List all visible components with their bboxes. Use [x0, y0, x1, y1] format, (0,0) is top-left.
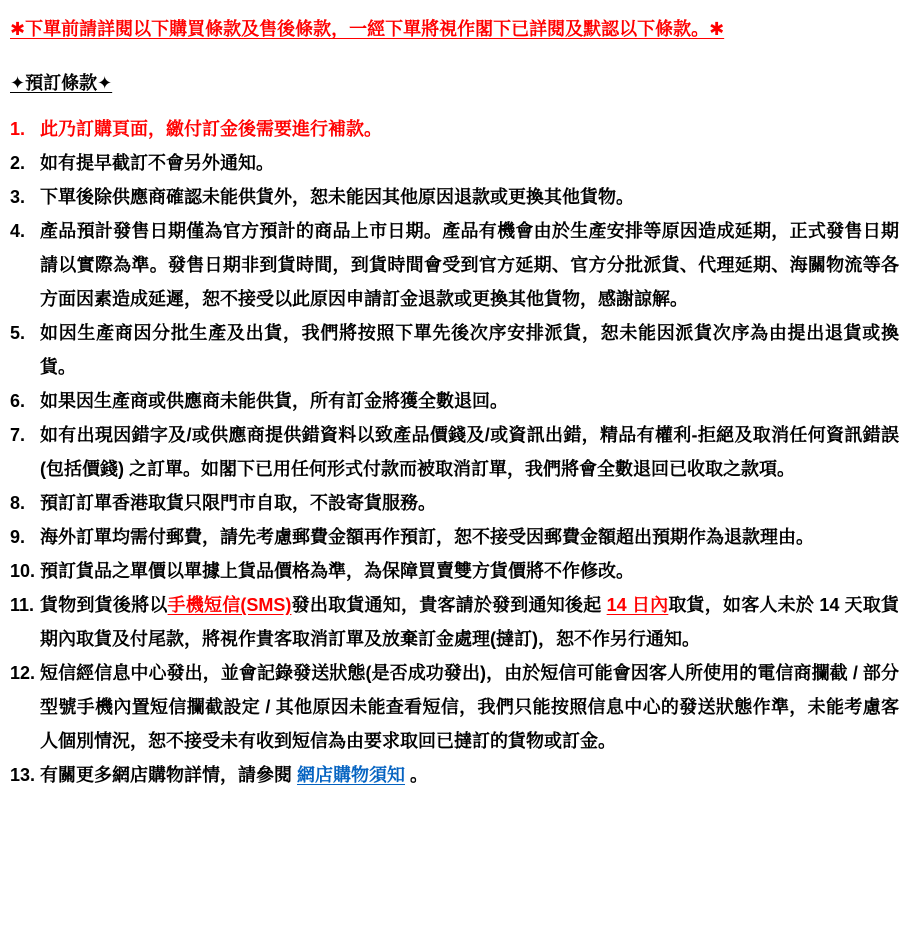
- term-segment: 取貨，如客人未於 14 天取貨期內取貨及付尾款，將視作貴客取消訂單及放棄訂金處理(撻訂)，恕不作另行通知。: [40, 595, 900, 649]
- term-number: 6.: [10, 391, 26, 411]
- term-item-9: [10, 520, 899, 554]
- term-item-1: [10, 112, 899, 146]
- term-number: 8.: [10, 493, 26, 513]
- term-text: [40, 316, 899, 384]
- term-item-7: [10, 418, 899, 486]
- term-segment: 有關更多網店購物詳情，請參閱: [40, 765, 297, 785]
- page-title: ✱下單前請詳閱以下購買條款及售後條款，一經下單將視作閣下已詳閱及默認以下條款。✱: [10, 19, 725, 39]
- term-segment: 產品預計發售日期僅為官方預計的商品上市日期。產品有機會由於生產安排等原因造成延期，正式發售日期請以實際為準。發售日期非到貨時間，到貨時間會受到官方延期、官方分批派貨、代理延期、海關物流等各方面因素造成延遲，恕不接受以此原因申請訂金退款或更換其他貨物，感謝諒解。: [40, 221, 899, 309]
- term-item-2: [10, 146, 899, 180]
- term-segment: 發出取貨通知，貴客請於發到通知後起: [291, 595, 607, 615]
- term-text: [40, 214, 899, 316]
- term-number: 11.: [10, 595, 35, 615]
- term-item-12: [10, 656, 899, 758]
- term-number: 13.: [10, 765, 36, 785]
- term-text: [40, 418, 899, 486]
- term-item-3: [10, 180, 899, 214]
- term-item-5: [10, 316, 899, 384]
- term-item-4: [10, 214, 899, 316]
- term-text: [40, 656, 899, 758]
- term-text: [40, 146, 899, 180]
- term-segment: 如有出現因錯字及/或供應商提供錯資料以致產品價錢及/或資訊出錯，精品有權利-拒絕及取消任何資訊錯誤(包括價錢) 之訂單。如閣下已用任何形式付款而被取消訂單，我們將會全數退回已收取之款項。: [40, 425, 899, 479]
- term-number: 2.: [10, 153, 26, 173]
- term-segment: 此乃訂購頁面，繳付訂金後需要進行補款。: [40, 119, 382, 139]
- term-segment: 如有提早截訂不會另外通知。: [40, 153, 274, 173]
- section-header-preorder-terms: ✦預訂條款✦: [10, 73, 113, 93]
- store-shopping-guide-link[interactable]: 網店購物須知: [297, 765, 405, 785]
- term-segment: 。: [405, 765, 429, 785]
- term-segment: 如因生產商因分批生產及出貨，我們將按照下單先後次序安排派貨，恕未能因派貨次序為由提出退貨或換貨。: [40, 323, 899, 377]
- term-segment: 海外訂單均需付郵費，請先考慮郵費金額再作預訂，恕不接受因郵費金額超出預期作為退款理由。: [40, 527, 814, 547]
- term-number: 4.: [10, 221, 26, 241]
- term-item-8: [10, 486, 899, 520]
- term-text: [40, 384, 899, 418]
- term-segment: 如果因生產商或供應商未能供貨，所有訂金將獲全數退回。: [40, 391, 508, 411]
- term-segment: 預訂貨品之單價以單據上貨品價格為準，為保障買賣雙方貨價將不作修改。: [40, 561, 634, 581]
- term-segment: 下單後除供應商確認未能供貨外，恕未能因其他原因退款或更換其他貨物。: [40, 187, 634, 207]
- term-text: [40, 554, 899, 588]
- terms-list: [10, 112, 899, 792]
- term-number: 1.: [10, 119, 26, 139]
- highlighted-text: 14 日內: [606, 595, 669, 615]
- term-number: 3.: [10, 187, 26, 207]
- term-number: 9.: [10, 527, 26, 547]
- term-text: [40, 520, 899, 554]
- term-text: [40, 758, 899, 792]
- term-number: 7.: [10, 425, 26, 445]
- term-text: [40, 180, 899, 214]
- term-segment: 預訂訂單香港取貨只限門市自取，不設寄貨服務。: [40, 493, 436, 513]
- term-item-11: [10, 588, 899, 656]
- term-text: [40, 588, 899, 656]
- term-number: 12.: [10, 663, 36, 683]
- term-item-13: [10, 758, 899, 792]
- highlighted-text: 手機短信(SMS): [167, 595, 292, 615]
- term-number: 5.: [10, 323, 26, 343]
- term-text: [40, 486, 899, 520]
- term-text: [40, 112, 899, 146]
- term-segment: 貨物到貨後將以: [40, 595, 168, 615]
- term-item-6: [10, 384, 899, 418]
- term-segment: 短信經信息中心發出，並會記錄發送狀態(是否成功發出)，由於短信可能會因客人所使用的電信商攔截 / 部分型號手機內置短信攔截設定 / 其他原因未能查看短信，我們只能按照信息中心的發送狀態作準，未能考慮客人個別情況，恕不接受未有收到短信為由要求取回已撻訂的貨物或訂金。: [40, 663, 899, 751]
- term-number: 10.: [10, 561, 36, 581]
- term-item-10: [10, 554, 899, 588]
